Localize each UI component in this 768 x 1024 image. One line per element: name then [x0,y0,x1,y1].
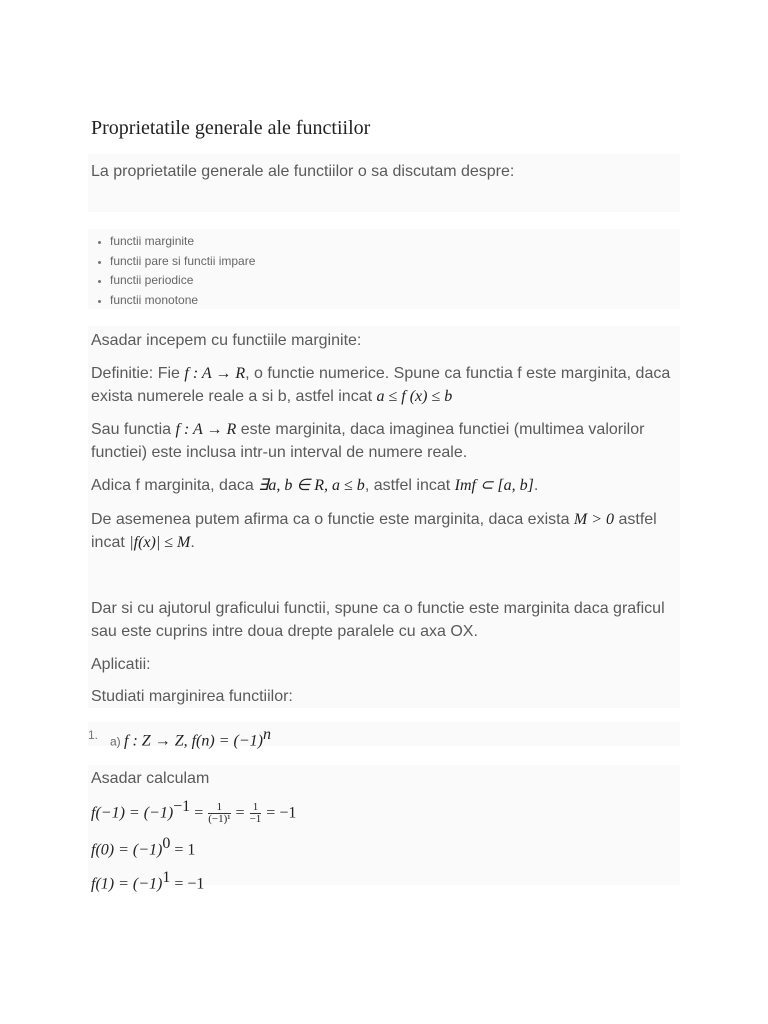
calc-text: Asadar calculam [91,770,210,787]
example-number: 1. [88,728,99,742]
eq2-rhs: = 1 [170,841,196,859]
eq1-equals-2: = [231,804,249,822]
eq3-exponent: 1 [162,869,171,886]
studiati-text: Studiati marginirea functiilor: [91,688,293,705]
grafic-text: Dar si cu ajutorul graficului functii, spune ca o functie este marginita daca graficul sau este cuprins intre doua drepte paralele cu axa OX. [91,600,665,640]
eq2-lhs: f(0) = (−1) [91,841,163,859]
def-mid: , o functie numerice. Spune ca functia f este marginita, daca exista numerele reale a si b, astfel incat [91,365,671,405]
eq1-rhs: = −1 [262,804,297,822]
sau-rest: este marginita, daca imaginea functiei (multimea valorilor functiei) este inclusa intr-un interval de numere reale. [91,421,645,461]
list-item: • functii marginite [110,232,255,252]
list-item: • functii pare si functii impare [110,252,255,272]
sau-text [91,418,671,464]
eq1-lhs-exponent: −1 [173,798,191,815]
asemenea-text [91,508,671,554]
page-title: Proprietatile generale ale functiilor [91,117,371,139]
asadar-text: Asadar incepem cu functiile marginite: [91,332,362,349]
equation-1 [91,795,671,825]
aplicatii-text: Aplicatii: [91,656,151,673]
adica-mid: , astfel incat [364,477,455,494]
adica-math-image: Imf ⊂ [a, b] [454,477,534,494]
asemenea-mid: astfel incat [91,511,657,551]
adica-end: . [533,477,539,494]
adica-math-exists: ∃a, b ∈ R, a ≤ b [258,477,365,494]
asemenea-prefix: De asemenea putem afirma ca o functie este marginita, daca exista [91,511,574,528]
asemenea-math-abs: |f(x)| ≤ M [129,534,191,551]
adica-text [91,474,671,497]
eq3-lhs: f(1) = (−1) [91,875,163,893]
equation-3 [91,866,671,895]
eq1-fraction-2: $\frac{1}{-1}$ [249,800,262,825]
eq1-lhs: f(−1) = (−1) [91,804,174,822]
definition-text [91,362,671,408]
def-math-function: f : A → R [184,365,246,382]
eq3-rhs: = −1 [170,875,205,893]
example-exponent: n [262,726,271,743]
asemenea-math-m: M > 0 [573,511,615,528]
example-math: f : Z → Z, f(n) = (−1) [124,732,263,750]
topic-list [88,232,255,310]
eq2-exponent: 0 [162,835,171,852]
sau-prefix: Sau functia [91,421,176,438]
example-line [110,723,690,753]
list-item: • functii monotone [110,291,255,311]
equation-2 [91,832,671,861]
sau-math: f : A → R [175,421,237,438]
def-prefix: Definitie: Fie [91,365,185,382]
adica-prefix: Adica f marginita, daca [91,477,259,494]
example-label: a) [110,734,125,749]
def-math-inequality: a ≤ f (x) ≤ b [376,388,453,405]
asemenea-end: . [190,534,195,551]
list-item: • functii periodice [110,271,255,291]
eq1-equals: = [190,804,208,822]
intro-text: La proprietatile generale ale functiilor o sa discutam despre: [91,163,515,180]
eq1-fraction-1: $\frac{1}{\text{(−1)¹}}$ [208,800,231,825]
